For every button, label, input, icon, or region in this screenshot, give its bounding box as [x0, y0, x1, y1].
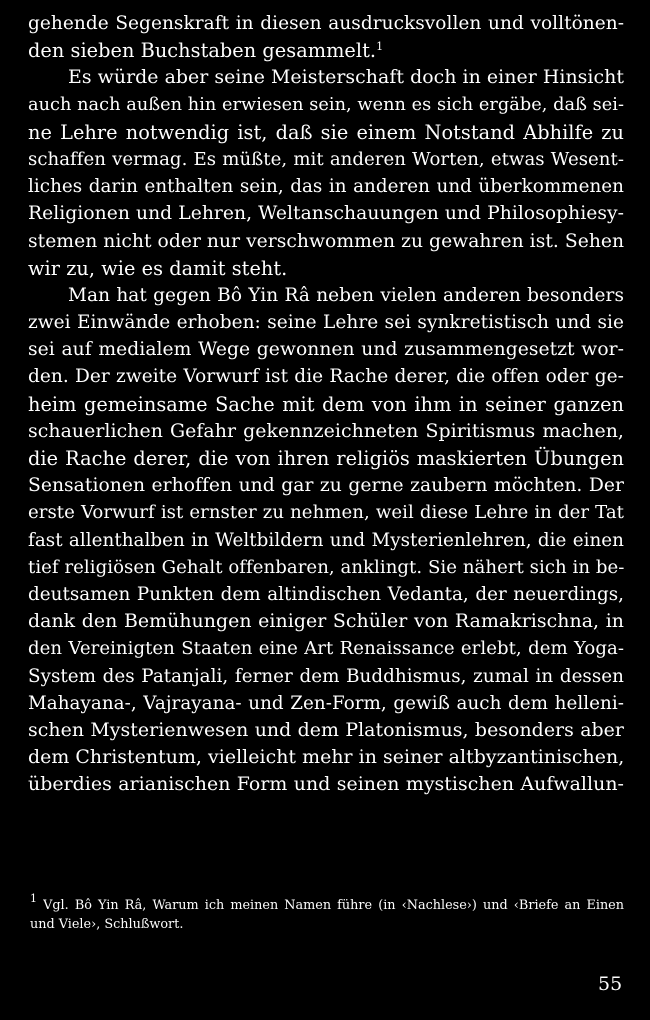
text-line: schen Mysterienwesen und dem Platonismus, besonders aber	[28, 718, 624, 741]
text-line: dem Christentum, vielleicht mehr in seiner altbyzantinischen,	[28, 746, 625, 769]
text-line: Man hat gegen Bô Yin Râ neben vielen anderen besonders	[68, 284, 624, 306]
paragraph-2	[28, 64, 624, 282]
footnote-line: und Viele›, Schlußwort.	[30, 917, 184, 932]
text-line: wir zu, wie es damit steht.	[28, 256, 288, 280]
text-line: auch nach außen hin erwiesen sein, wenn es sich ergäbe, daß sei-	[28, 94, 624, 115]
text-line: Sensationen erhoffen und gar zu gerne zaubern möchten. Der	[28, 475, 624, 497]
text-line: überdies arianischen Form und seinen mystischen Aufwallun-	[28, 773, 624, 796]
page-body	[28, 10, 624, 798]
page-number: 55	[598, 973, 623, 995]
text-line: gehende Segenskraft in diesen ausdrucksvollen und volltönen-	[28, 13, 624, 34]
text-line: schaffen vermag. Es müßte, mit anderen Worten, etwas Wesent-	[28, 148, 624, 170]
footnote-line	[30, 892, 624, 915]
text-line: Mahayana-, Vajrayana- und Zen-Form, gewiß auch dem helleni-	[28, 692, 624, 714]
text-line: tief religiösen Gehalt offenbaren, anklingt. Sie nähert sich in be-	[28, 556, 625, 578]
footnote-marker: 1	[30, 892, 37, 905]
text-line: den Vereinigten Staaten eine Art Renaissance erlebt, dem Yoga-	[28, 638, 624, 660]
text-line: Religionen und Lehren, Weltanschauungen und Philosophiesy-	[28, 203, 624, 225]
text-line: erste Vorwurf ist ernster zu nehmen, weil diese Lehre in der Tat	[28, 502, 624, 524]
text-line: Es würde aber seine Meisterschaft doch in einer Hinsicht	[68, 66, 624, 89]
footnote-text: Vgl. Bô Yin Râ, Warum ich meinen Namen führe (in ‹Nachlese›) und ‹Briefe an Einen	[43, 898, 624, 913]
paragraph-1	[28, 10, 624, 64]
text-line: zwei Einwände erhoben: seine Lehre sei synkretistisch und sie	[28, 312, 624, 334]
text-line: sei auf medialem Wege gewonnen und zusammengesetzt wor-	[28, 339, 624, 361]
paragraph-3	[28, 282, 624, 799]
text-line: stemen nicht oder nur verschwommen zu gewahren ist. Sehen	[28, 230, 625, 252]
text-line: schauerlichen Gefahr gekennzeichneten Spiritismus machen,	[28, 419, 624, 442]
text-line: dank den Bemühungen einiger Schüler von Ramakrischna, in	[28, 610, 624, 633]
text-line: den. Der zweite Vorwurf ist die Rache derer, die offen oder ge-	[28, 366, 624, 388]
text-line: deutsamen Punkten dem altindischen Vedanta, der neuerdings,	[28, 583, 624, 605]
footnote-reference: 1	[376, 40, 384, 54]
text-line: heim gemeinsame Sache mit dem von ihm in seiner ganzen	[28, 392, 624, 416]
text-line: liches darin enthalten sein, das in anderen und überkommenen	[28, 176, 624, 198]
footnote	[30, 892, 624, 934]
text-line: ne Lehre notwendig ist, daß sie einem Notstand Abhilfe zu	[28, 120, 624, 144]
text-line: fast allenthalben in Weltbildern und Mysterienlehren, die einen	[28, 529, 624, 551]
text-line: die Rache derer, die von ihren religiös maskierten Übungen	[28, 447, 624, 470]
text-line-content: den sieben Buchstaben gesammelt.	[28, 39, 377, 63]
text-line: System des Patanjali, ferner dem Buddhismus, zumal in dessen	[28, 665, 624, 687]
text-line	[28, 37, 624, 64]
